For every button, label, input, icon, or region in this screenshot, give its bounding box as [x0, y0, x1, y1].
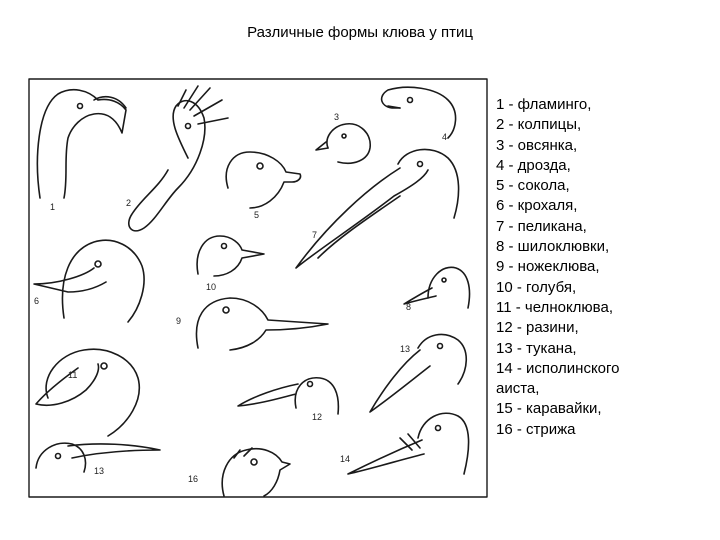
legend-item: 12 - разини,	[496, 319, 579, 337]
swift-head	[222, 448, 290, 496]
bunting-head	[316, 124, 370, 163]
figure-number-10: 10	[206, 282, 217, 292]
legend-item: 14 - исполинского	[496, 359, 620, 377]
figure-number-1: 1	[50, 202, 56, 212]
spoonbill-head	[129, 86, 228, 231]
legend-item: 8 - шилоклювки,	[496, 238, 610, 256]
legend-item: 9 - ножеклюва,	[496, 258, 600, 276]
legend-item: 7 - пеликана,	[496, 217, 587, 235]
page-title: Различные формы клюва у птиц	[247, 24, 473, 41]
legend-item: 11 - челноклюва,	[496, 298, 613, 316]
figure-number-6: 6	[34, 296, 40, 306]
legend-item: 5 - сокола,	[496, 177, 570, 195]
legend-item: 3 - овсянка,	[496, 136, 578, 154]
legend-item: 16 - стрижа	[496, 420, 576, 438]
figure-number-14: 14	[340, 454, 351, 464]
figure-number-16: 16	[188, 474, 199, 484]
figure-number-5: 5	[254, 210, 260, 220]
figure-number-2: 2	[126, 198, 132, 208]
bird-beaks-illustration	[28, 78, 488, 498]
legend-item: 13 - тукана,	[496, 339, 577, 357]
legend-item: аиста,	[496, 380, 540, 398]
pigeon-head	[197, 236, 264, 276]
stork-head	[348, 413, 469, 474]
legend-item: 4 - дрозда,	[496, 156, 571, 174]
flamingo-head	[37, 90, 126, 198]
falcon-head	[226, 152, 300, 208]
avocet-head	[404, 267, 470, 308]
legend-list	[496, 95, 716, 440]
figure-number-8: 8	[406, 302, 412, 312]
legend-item: 10 - голубя,	[496, 278, 577, 296]
figure-number-12: 12	[312, 412, 323, 422]
figure-number-13-bottom: 13	[94, 466, 105, 476]
legend-item: 2 - колпицы,	[496, 116, 582, 134]
figure-number-4: 4	[442, 132, 448, 142]
thrush-head	[382, 87, 456, 138]
figure-number-13-top: 13	[400, 344, 411, 354]
pelican-head	[296, 149, 459, 268]
figure-number-7: 7	[312, 230, 318, 240]
legend-item: 1 - фламинго,	[496, 96, 592, 113]
figure-number-11: 11	[68, 370, 78, 380]
figure-number-9: 9	[176, 316, 182, 326]
openbill-head	[238, 378, 338, 414]
legend-item: 6 - крохаля,	[496, 197, 578, 215]
merganser-head	[34, 240, 144, 322]
legend-item: 15 - каравайки,	[496, 400, 602, 418]
figure-number-3: 3	[334, 112, 340, 122]
skimmer-head	[196, 298, 328, 350]
boatbill-head	[36, 349, 139, 436]
toucan-head	[370, 334, 466, 412]
